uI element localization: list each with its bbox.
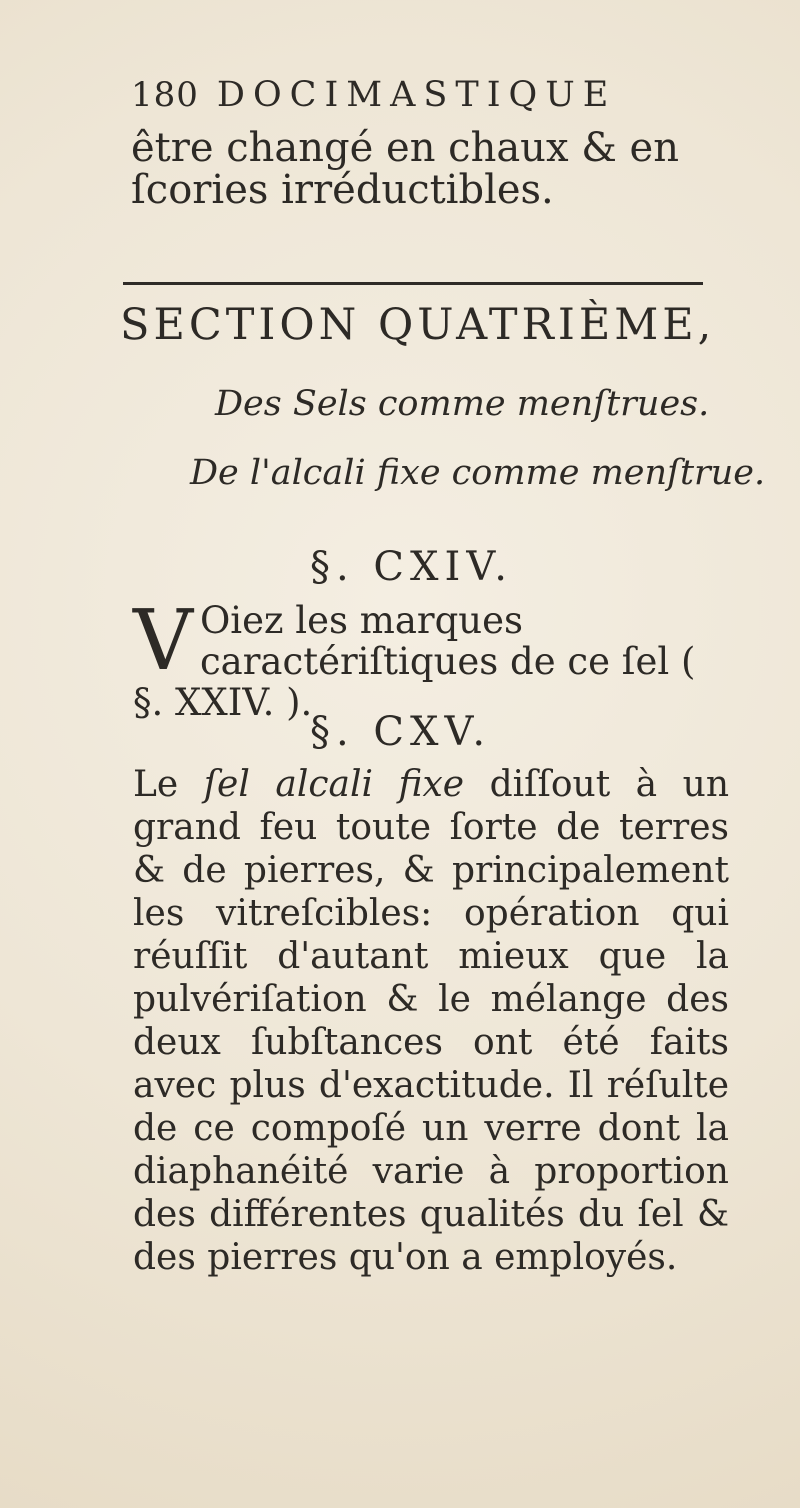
page-header	[131, 75, 617, 115]
drop-cap-v: V	[133, 592, 193, 689]
paragraph-cxv-rest: diſſout à un grand feu toute ſorte de terres & de pierres, & principalement les vitreſcibles: opération qui réuſſit d'autant mieux que la pulvériſation & le mélange des deux ſubſtances ont été faits avec plus d'exactitude. Il réſulte de ce compoſé un verre dont la diaphanéité varie à proportion des différentes qualités du ſel & des pierres qu'on a employés.	[133, 764, 730, 1278]
paragraph-cxiv-text: Oiez les marques caractériſtiques de ce ſel ( §. XXIV. ).	[133, 599, 696, 724]
top-text: être changé en chaux & en ſcories irréductibles.	[131, 125, 679, 213]
paragraph-cxv	[133, 763, 729, 1279]
paragraph-number-cxv: §. CXV.	[310, 709, 492, 755]
section-divider-rule	[123, 282, 703, 285]
paragraph-cxiv	[133, 592, 723, 724]
page-number: 180	[131, 75, 199, 115]
section-heading: SECTION QUATRIÈME,	[120, 300, 716, 350]
section-subtitle-sels: Des Sels comme menſtrues.	[215, 384, 710, 424]
paragraph-cxv-start: Le	[133, 764, 204, 805]
paragraph-number-cxiv: §. CXIV.	[310, 544, 513, 590]
section-subtitle-alcali: De l'alcali fixe comme menſtrue.	[190, 453, 766, 493]
running-title: DOCIMASTIQUE	[216, 75, 617, 115]
paragraph-cxv-emphasis: ſel alcali fixe	[203, 764, 465, 805]
